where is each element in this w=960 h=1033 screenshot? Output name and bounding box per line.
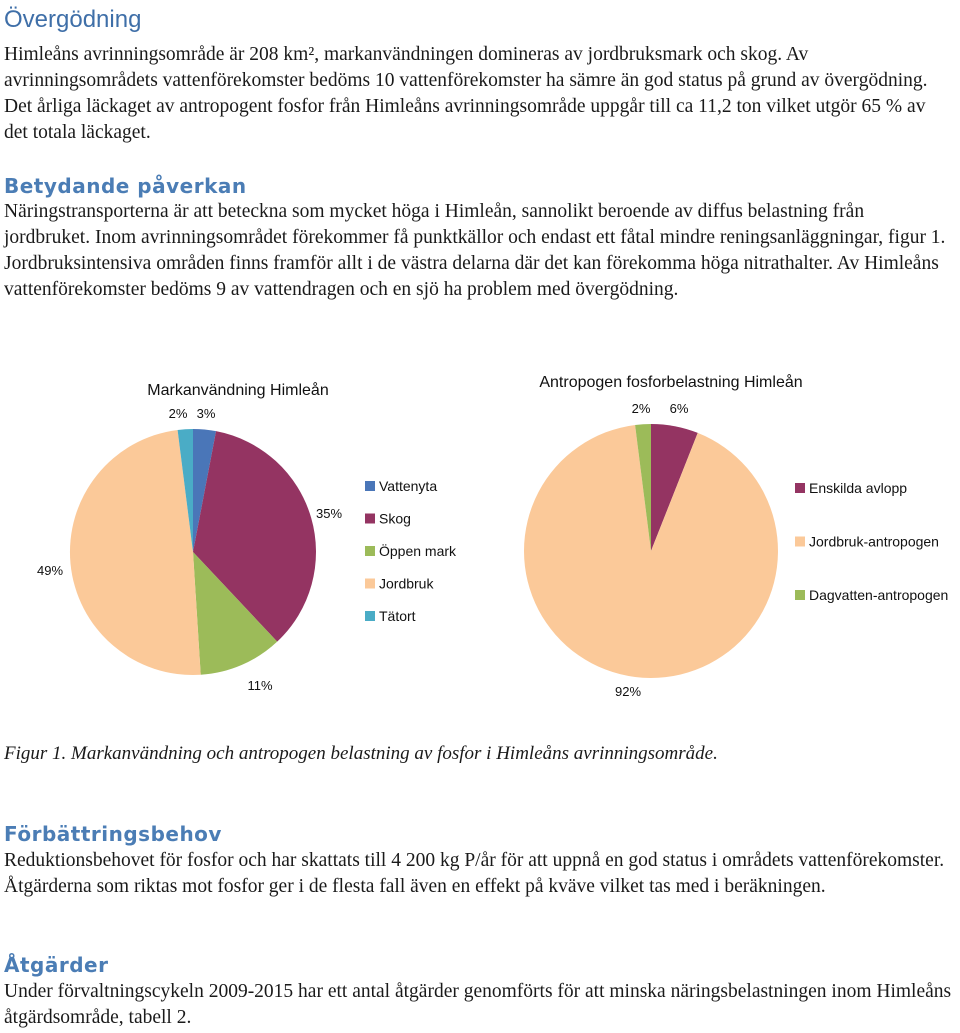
forbattring-heading: Förbättringsbehov <box>4 822 222 846</box>
legend-swatch-dagvatten-antropogen <box>795 590 805 600</box>
legend-swatch-tatort <box>365 611 375 621</box>
legend-label-oppen-mark: Öppen mark <box>379 543 457 559</box>
slice-label-skog: 35% <box>315 506 343 521</box>
legend-label-tatort: Tätort <box>379 608 416 624</box>
forbattring-paragraph: Reduktionsbehovet för fosfor och har skattats till 4 200 kg P/år för att uppnå en god status i områdets vattenförekomster. Åtgärderna som riktas mot fosfor ger i de flesta fall även en effekt på kväve vilket tas med i beräkningen. <box>4 850 945 897</box>
legend-swatch-skog <box>365 514 375 524</box>
section-title: Övergödning <box>4 6 142 33</box>
legend-label-enskilda-avlopp: Enskilda avlopp <box>809 480 908 496</box>
legend-label-skog: Skog <box>379 510 411 527</box>
slice-label-oppen-mark: 11% <box>247 678 273 693</box>
intro-paragraph: Himleåns avrinningsområde är 208 km², markanvändningen domineras av jordbruksmark och skog. Av avrinningsområdets vattenförekomster bedöms 10 vattenförekomster ha sämre än god status på grund av övergödning. Det årliga läckaget av antropogent fosfor från Himleåns avrinningsområde uppgår till ca 11,2 ton vilket utgör 65 % av det totala läckaget. <box>4 44 928 143</box>
atgarder-heading: Åtgärder <box>4 953 109 977</box>
atgarder-paragraph: Under förvaltningscykeln 2009-2015 har ett antal åtgärder genomförts för att minska näringsbelastningen inom Himleåns åtgärdsområde, tabell 2. <box>4 981 952 1028</box>
chart-title: Markanvändning Himleån <box>147 382 329 399</box>
legend-label-vattenyta: Vattenyta <box>379 478 438 494</box>
betydande-heading: Betydande påverkan <box>4 174 247 198</box>
legend-label-jordbruk: Jordbruk <box>379 575 434 592</box>
slice-label-jordbruk: 49% <box>36 563 64 578</box>
legend-swatch-oppen-mark <box>365 546 375 556</box>
slice-label-enskilda-avlopp: 6% <box>669 401 689 416</box>
legend-swatch-vattenyta <box>365 481 375 491</box>
chart-fosforbelastning <box>524 373 948 699</box>
slice-label-jordbruk-antropogen: 92% <box>614 684 642 699</box>
figure-charts <box>0 365 960 735</box>
legend-swatch-jordbruk <box>365 579 375 589</box>
legend-label-jordbruk-antropogen: Jordbruk-antropogen <box>809 533 939 550</box>
legend-label-dagvatten-antropogen: Dagvatten-antropogen <box>809 587 949 603</box>
slice-label-tatort: 2% <box>168 406 188 421</box>
pie-slice-jordbruk <box>70 430 201 675</box>
legend-swatch-jordbruk-antropogen <box>795 537 805 547</box>
figure-caption: Figur 1. Markanvändning och antropogen belastning av fosfor i Himleåns avrinningsområde. <box>4 743 718 764</box>
chart-markanvandning <box>37 381 457 693</box>
betydande-paragraph: Näringstransporterna är att beteckna som mycket höga i Himleån, sannolikt beroende av diffus belastning från jordbruket. Inom avrinningsområdet förekommer få punktkällor och endast ett fåtal mindre reningsanläggningar, figur 1. Jordbruksintensiva områden finns framför allt i de västra delarna där det kan förekomma höga nitrathalter. Av Himleåns vattenförekomster bedöms 9 av vattendragen och en sjö ha problem med övergödning. <box>4 201 946 300</box>
legend-swatch-enskilda-avlopp <box>795 483 805 493</box>
slice-label-dagvatten-antropogen: 2% <box>631 401 651 416</box>
slice-label-vattenyta: 3% <box>196 406 216 421</box>
chart-title: Antropogen fosforbelastning Himleån <box>539 374 803 391</box>
